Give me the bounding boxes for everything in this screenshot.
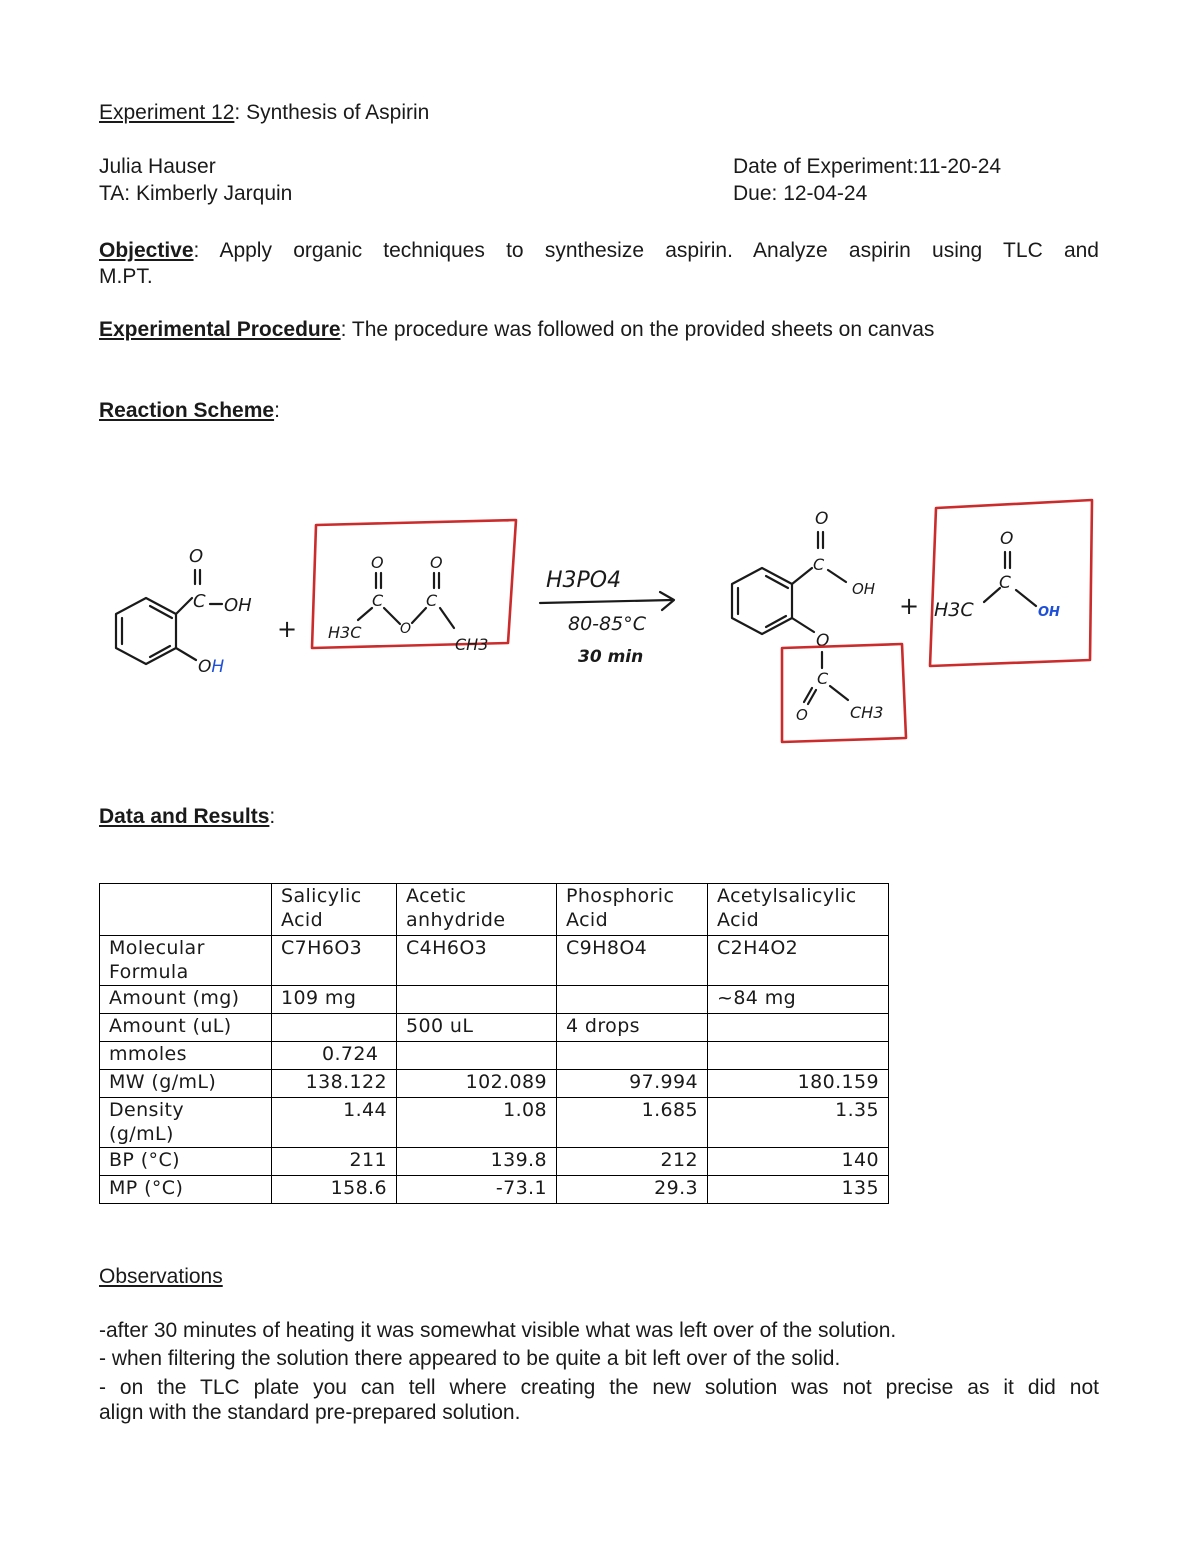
- aspirin-structure: [732, 509, 906, 742]
- table-row: [100, 1042, 889, 1070]
- atom-o: O: [430, 553, 443, 572]
- atom-o: O: [816, 631, 830, 651]
- objective-label: Objective: [99, 239, 194, 262]
- table-cell: 211: [272, 1148, 397, 1176]
- reaction-scheme-heading: [99, 399, 280, 423]
- atom-c: C: [999, 573, 1011, 593]
- observation-item: - when filtering the solution there appeared to be quite a bit left over of the solid.: [99, 1347, 841, 1370]
- table-cell: 158.6: [272, 1176, 397, 1204]
- atom-ch3: CH3: [850, 703, 884, 722]
- table-row: [100, 936, 889, 986]
- atom-h3c: H3C: [934, 599, 974, 621]
- row-label: Amount (uL): [100, 1014, 272, 1042]
- table-row: [100, 1176, 889, 1204]
- observation-item: -after 30 minutes of heating it was somewhat visible what was left over of the solution.: [99, 1319, 897, 1342]
- atom-c: C: [193, 591, 206, 612]
- experiment-label: Experiment 12: [99, 101, 235, 124]
- atom-c: C: [817, 669, 829, 688]
- atom-c: C: [372, 591, 384, 610]
- data-table: [99, 883, 889, 1204]
- row-label: BP (°C): [100, 1148, 272, 1176]
- acetic-anhydride-structure: [328, 553, 488, 654]
- table-header-cell: Phosphoric Acid: [557, 884, 708, 936]
- procedure-text: : The procedure was followed on the provided sheets on canvas: [340, 318, 935, 341]
- document-title: [99, 101, 429, 125]
- table-cell: 97.994: [557, 1070, 708, 1098]
- data-results-colon: :: [269, 805, 276, 828]
- atom-o: O: [796, 706, 808, 724]
- procedure-label: Experimental Procedure: [99, 318, 341, 341]
- atom-oh-right: OH: [1038, 605, 1060, 620]
- due-date: Due: 12-04-24: [733, 182, 868, 205]
- table-cell: 180.159: [708, 1070, 889, 1098]
- table-cell: [397, 1042, 557, 1070]
- table-cell: 135: [708, 1176, 889, 1204]
- atom-o: O: [189, 546, 204, 567]
- observation-item: align with the standard pre-prepared solution.: [99, 1401, 521, 1424]
- table-row: [100, 1098, 889, 1148]
- objective-line-1: [99, 237, 1099, 265]
- temperature-label: 80-85°C: [568, 613, 646, 635]
- table-cell: 102.089: [397, 1070, 557, 1098]
- atom-ch3: CH3: [455, 635, 489, 654]
- table-cell: 1.08: [397, 1098, 557, 1148]
- time-label: 30 min: [578, 647, 644, 667]
- table-cell: C7H6O3: [272, 936, 397, 986]
- row-label: MW (g/mL): [100, 1070, 272, 1098]
- reagent-label: H3PO4: [546, 568, 622, 593]
- table-cell: 139.8: [397, 1148, 557, 1176]
- atom-o: O: [815, 509, 829, 529]
- plus-sign: +: [899, 592, 920, 620]
- table-row: [100, 1070, 889, 1098]
- table-header-row: [100, 884, 889, 936]
- data-results-label: Data and Results: [99, 805, 270, 828]
- table-cell: [708, 1042, 889, 1070]
- student-name: Julia Hauser: [99, 155, 216, 178]
- atom-o: O: [1000, 529, 1014, 549]
- atom-o: O: [371, 553, 384, 572]
- acetic-acid-structure: [934, 529, 1060, 621]
- benzene-ring: [116, 598, 176, 664]
- observations-heading: Observations: [99, 1265, 223, 1288]
- table-header-cell: Acetylsalicylic Acid: [708, 884, 889, 936]
- objective-line-2: M.PT.: [99, 265, 153, 288]
- table-cell: [397, 986, 557, 1014]
- table-cell: 138.122: [272, 1070, 397, 1098]
- table-cell: [557, 986, 708, 1014]
- atom-o: O: [400, 621, 412, 637]
- table-header-cell: Acetic anhydride: [397, 884, 557, 936]
- table-cell: [557, 1042, 708, 1070]
- reaction-scheme-drawing: [0, 480, 1200, 760]
- table-cell: C2H4O2: [708, 936, 889, 986]
- acetyl-group-box: [782, 644, 906, 742]
- observation-item: - on the TLC plate you can tell where creating the new solution was not precise as it did not: [99, 1376, 1099, 1399]
- reaction-scheme-label: Reaction Scheme: [99, 399, 275, 422]
- table-cell: C9H8O4: [557, 936, 708, 986]
- atom-oh: OH: [224, 595, 252, 616]
- table-cell: 4 drops: [557, 1014, 708, 1042]
- table-row: [100, 986, 889, 1014]
- table-cell: C4H6O3: [397, 936, 557, 986]
- atom-c: C: [426, 591, 438, 610]
- table-cell: 212: [557, 1148, 708, 1176]
- plus-sign: +: [277, 615, 298, 643]
- table-row: [100, 1014, 889, 1042]
- ta-name: TA: Kimberly Jarquin: [99, 182, 293, 205]
- table-cell: [708, 1014, 889, 1042]
- phenol-oh: OH: [198, 657, 225, 677]
- experiment-title: : Synthesis of Aspirin: [234, 101, 430, 124]
- table-cell: 29.3: [557, 1176, 708, 1204]
- table-cell: -73.1: [397, 1176, 557, 1204]
- table-cell: ~84 mg: [708, 986, 889, 1014]
- atom-h3c: H3C: [328, 623, 362, 642]
- table-header-cell: [100, 884, 272, 936]
- table-cell: 140: [708, 1148, 889, 1176]
- row-label: Amount (mg): [100, 986, 272, 1014]
- table-row: [100, 1148, 889, 1176]
- experiment-date: Date of Experiment:11-20-24: [733, 155, 1002, 178]
- row-label: MP (°C): [100, 1176, 272, 1204]
- table-cell: 1.35: [708, 1098, 889, 1148]
- atom-oh: OH: [852, 580, 876, 598]
- table-cell: 500 uL: [397, 1014, 557, 1042]
- atom-c: C: [813, 555, 825, 574]
- table-cell: 1.44: [272, 1098, 397, 1148]
- table-cell: 1.685: [557, 1098, 708, 1148]
- objective-text: : Apply organic techniques to synthesize aspirin. Analyze aspirin using TLC and: [193, 239, 1099, 262]
- procedure-section: [99, 318, 934, 342]
- table-header-cell: Salicylic Acid: [272, 884, 397, 936]
- reaction-arrow: [540, 568, 674, 667]
- data-results-heading: [99, 805, 275, 829]
- salicylic-acid-structure: [116, 546, 252, 677]
- table-cell: 0.724: [272, 1042, 397, 1070]
- row-label: Density (g/mL): [100, 1098, 272, 1148]
- table-cell: [272, 1014, 397, 1042]
- row-label: mmoles: [100, 1042, 272, 1070]
- acetic-acid-box: [930, 500, 1092, 666]
- table-cell: 109 mg: [272, 986, 397, 1014]
- benzene-ring: [732, 568, 792, 634]
- reaction-scheme-colon: :: [274, 399, 280, 422]
- row-label: Molecular Formula: [100, 936, 272, 986]
